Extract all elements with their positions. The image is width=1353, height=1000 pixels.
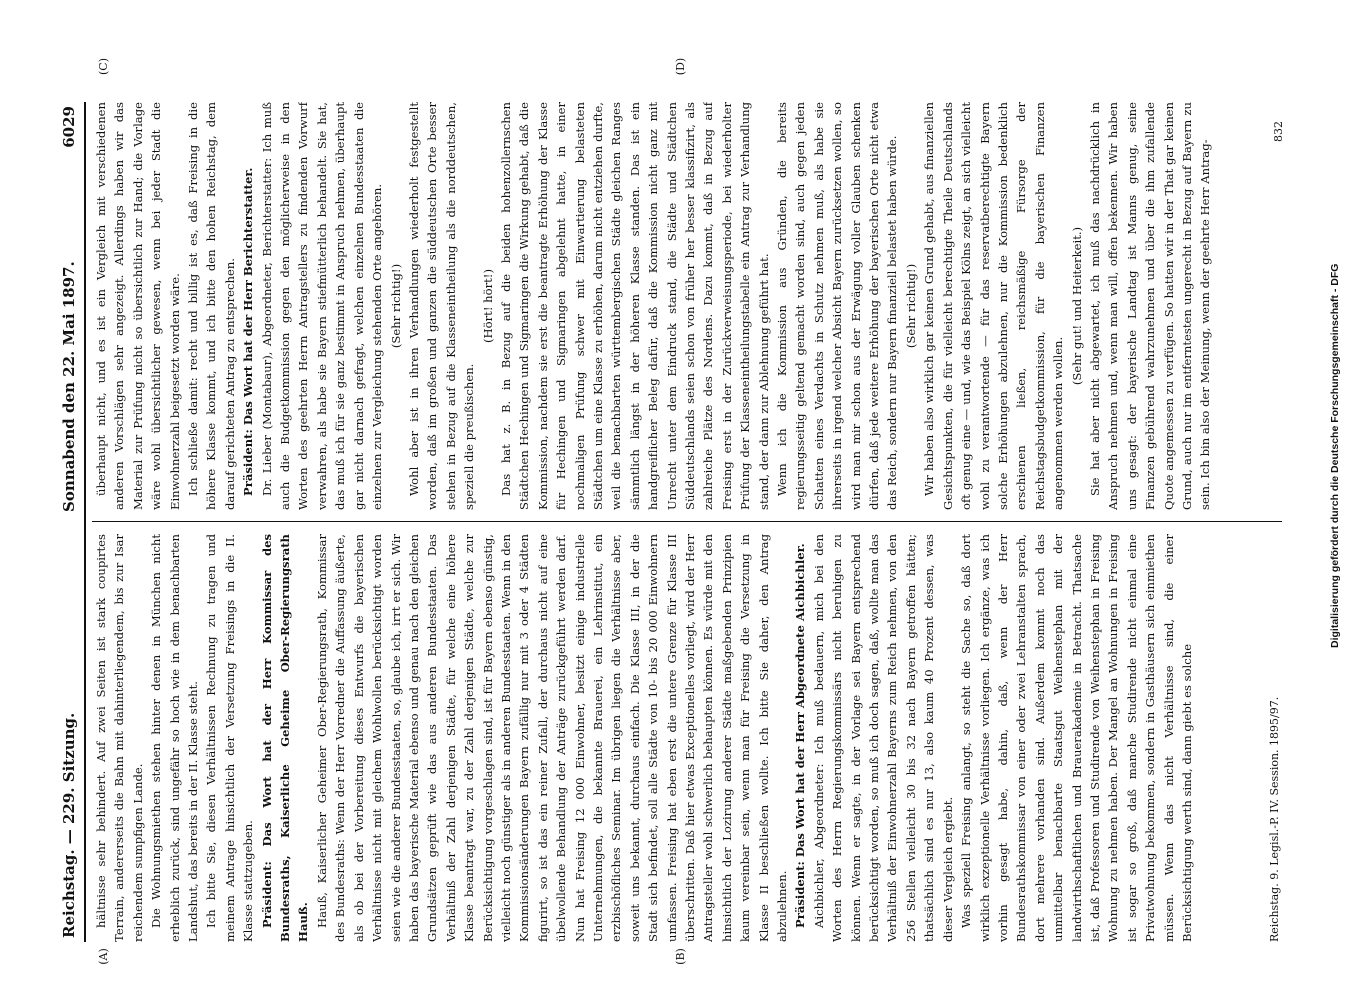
- paragraph: Ich schließe damit: recht und billig ist es, daß Freising in die höhere Klasse kommt, und ich bitte den hohen Reichstag, dem darauf gerichteten Antrag zu entsprechen.: [186, 102, 237, 510]
- page-wrapper: [58, 82, 1318, 942]
- paragraph: Präsident: Das Wort hat der Herr Abgeordnete Aichbichler.: [793, 543, 808, 928]
- column-divider: [92, 521, 1282, 522]
- paragraph: Wir haben also wirklich gar keinen Grund gehabt, aus finanziellen Gesichtspunkten, die für vielleicht berechtigte Theile Deutschlands oft genug eine — und, wie das Beispiel Kölns zeigt, an sich vielleicht wohl zu verantwortende — für das reservatberechtigte Bayern solche Erhöhungen abzulehnen, nur die Kommission bedenklich erschienen ließen, reichsmäßige Fürsorge der Reichstagsbudgetkommission, für die bayerischen Finanzen angenommen werden wollen.: [922, 102, 1066, 510]
- digitization-credit: [1327, 8, 1349, 648]
- interjection: (Sehr richtig!): [903, 263, 918, 349]
- right-column: [92, 102, 1282, 510]
- margin-mark-a: (A): [96, 948, 110, 965]
- margin-mark-d: (D): [674, 57, 688, 76]
- paragraph: Präsident: Das Wort hat der Herr Berichterstatter.: [241, 167, 256, 496]
- paragraph: Aichbichler, Abgeordneter: Ich muß bedauern, mich bei den Worten des Herrn Regierungskommissärs nicht beruhigen zu können. Wenn er sagte, in der Vorlage sei Bayern entsprechend berücksichtigt worden, so muß ich doch sagen, daß, wollte man das Verhältniß der Einwohnerzahl Bayerns zum Reich nehmen, von den 256 Stellen vielleicht 30 bis 32 nach Bayern getroffen hätten; thatsächlich sind es nur 13, also kaum 40 Prozent dessen, was dieser Vergleich ergiebt.: [811, 534, 955, 942]
- header-date: Sonnabend den 22. Mai 1897.: [60, 261, 78, 512]
- page-header: [58, 102, 86, 942]
- interjection: (Sehr richtig!): [388, 263, 403, 349]
- footer-source: Reichstag. 9. Legisl.-P. IV. Session. 1895/97.: [1268, 696, 1281, 942]
- paragraph: Hauß, Kaiserlicher Geheimer Ober-Regierungsrath, Kommissar des Bundesraths: Wenn der Herr Vorredner die Auffassung äußerte, als ob bei der Vorbereitung dieses Entwurfs die bayerischen Verhältnisse nicht mit gleichem Wohlwollen berücksichtigt worden seien wie die anderer Bundesstaaten, so, glaube ich, irrt er sich. Wir haben das bayerische Material ebenso und genau nach den gleichen Grundsätzen geprüft wie das aus anderen Bundesstaaten. Das Verhältniß der Zahl derjenigen Städte, für welche eine höhere Klasse beantragt war, zu der Zahl derjenigen Städte, welche zur Berücksichtigung vorgeschlagen sind, ist für Bayern ebenso günstig, vielleicht noch günstiger als in anderen Bundesstaaten. Wenn in den Kommissionsänderungen Bayern zufällig nur mit 3 oder 4 Städten figurirt, so ist das ein reiner Zufall, der durchaus nicht auf eine übelwollende Behandlung der Anträge zurückgeführt werden darf. Nun hat Freising 12 000 Einwohner, besitzt einige industrielle Unternehmungen, die bekannte Brauerei, ein Lehrinstitut, ein erzbischöfliches Seminar. Im übrigen liegen die Verhältnisse aber, soweit uns bekannt, durchaus einfach. Die Klasse III, in der die Stadt sich befindet, soll alle Städte von 10- bis 20 000 Einwohnern umfassen. Freising hat eben erst die untere Grenze für Klasse III überschritten. Daß hier etwas Exceptionelles vorliegt, wird der Herr Antragsteller wohl schwerlich behaupten können. Es würde mit den hinsichtlich der Lozirung anderer Städte maßgebenden Prinzipien kaum vereinbar sein, wenn man für Freising die Versetzung in Klasse II beschließen wollte. Ich bitte Sie daher, den Antrag abzulehnen.: [314, 534, 790, 942]
- paragraph: Dr. Lieber (Montabaur), Abgeordneter, Berichterstatter: Ich muß auch die Budgetkommission gegen den möglicherweise in den Worten des geehrten Herrn Antragstellers zu findenden Vorwurf verwahren, als habe sie Bayern stiefmütterlich behandelt. Sie hat, das muß ich für sie ganz bestimmt in Anspruch nehmen, überhaupt gar nicht darnach gefragt, welchen einzelnen Bundesstaaten die einzelnen zur Vergleichung stehenden Orte angehören.: [259, 102, 385, 510]
- margin-mark-b: (B): [673, 948, 687, 965]
- text-columns: [92, 102, 1282, 942]
- page-footer: [1268, 534, 1281, 942]
- paragraph: Das hat z. B. in Bezug auf die beiden hohenzollernschen Städtchen Hechingen und Sigmaringen die Wirkung gehabt, daß die Kommission, nachdem sie erst die beantragte Erhöhung der Klasse für Hechingen und Sigmaringen abgelehnt hatte, in einer nochmaligen Prüfung schwer mit Einwartierung belasteten Städtchen um eine Klasse zu erhöhen, darum nicht entziehen durfte, weil die benachbarten württembergischen Städte gleichen Ranges sämmtlich längst in der höheren Klasse standen. Das ist ein handgreiflicher Beleg dafür, daß die Kommission nicht ganz mit Unrecht unter dem Eindruck stand, die Städte und Städtchen Süddeutschlands seien schon von früher her besser klassifizirt, als zahlreiche Plätze des Nordens. Dazu kommt, daß in Bezug auf Freising erst in der Zurückverweisungsperiode, bei wiederholter Prüfung der Klasseneintheilungstabelle ein Antrag zur Verhandlung stand, der dann zur Ablehnung geführt hat.: [498, 102, 771, 510]
- interjection: (Sehr gut! und Heiterkeit.): [1069, 226, 1084, 386]
- left-column: [92, 534, 1282, 942]
- interjection: (Hört! hört!): [480, 269, 495, 343]
- margin-mark-c: (C): [97, 58, 110, 75]
- document-page: [58, 102, 1298, 942]
- paragraph: Ich bitte Sie, diesen Verhältnissen Rechnung zu tragen und meinem Antrage hinsichtlich der Versetzung Freisings in die II. Klasse stattzugeben.: [204, 534, 256, 942]
- paragraph: hältnisse sehr behindert. Auf zwei Seiten ist stark coupirtes Terrain, andererseits die Bahn mit dahinterliegendem, bis zur Isar reichendem sumpfigen Lande.: [94, 534, 145, 942]
- header-left: Reichstag. — 229. Sitzung.: [60, 712, 78, 938]
- signature-number: 832: [1272, 121, 1285, 142]
- paragraph: Sie hat aber nicht abgewartet, ich muß das nachdrücklich in Anspruch nehmen und, wenn man will, offen bekennen. Wir haben uns gesagt: der bayerische Landtag ist Manns genug, seine Finanzen gebührend wahrzunehmen und über die ihm zufallende Quote angemessen zu verfügen. So hatten wir in der That gar keinen Grund, auch nur im entferntesten ungerecht in Bezug auf Bayern zu sein. Ich bin also der Meinung, wenn der geehrte Herr Antrag-: [1087, 102, 1213, 510]
- page-number: 6029: [60, 106, 78, 148]
- paragraph: Die Wohnungsmiethen stehen hinter denen in München nicht erheblich zurück, sind ungefähr so hoch wie in dem benachbarten Landshut, das bereits in der II. Klasse steht.: [149, 534, 201, 942]
- paragraph: Wenn ich die Kommission aus Gründen, die bereits regierungsseitig geltend gemacht worden sind, auch gegen jeden Schatten eines Verdachts in Schutz nehmen muß, als habe sie ihrerseits in irgend welcher Absicht Bayern zurücksetzen wollen, so wird man mir schon aus der Erwägung voller Glauben schenken dürfen, daß jede weitere Erhöhung der bayerischen Orte nicht etwa das Reich, sondern nur Bayern finanziell belastet haben würde.: [775, 102, 900, 510]
- digitization-text: Digitalisierung gefördert durch die Deutsche Forschungsgemeinschaft - DFG: [1329, 263, 1341, 648]
- paragraph: überhaupt nicht, und es ist ein Vergleich mit verschiedenen anderen Vorschlägen sehr angezeigt. Allerdings haben wir das Material zur Prüfung nicht so übersichtlich zur Hand; die Vorlage wäre wohl übersichtlicher gewesen, wenn bei jeder Stadt die Einwohnerzahl beigesetzt worden wäre.: [94, 102, 182, 510]
- paragraph: Präsident: Das Wort hat der Herr Kommissar des Bundesraths, Kaiserliche Geheime Ober-Regierungsrath Hauß.: [259, 534, 311, 942]
- paragraph: Was speziell Freising anlangt, so steht die Sache so, daß dort wirklich exzeptionelle Verhältnisse vorliegen. Ich ergänze, was ich vorhin gesagt habe, dahin, daß, wenn der Herr Bundesrathskommissar von einer oder zwei Lehranstalten sprach, dort mehrere vorhanden sind. Außerdem kommt noch das unmittelbar benachbarte Staatsgut Weihenstephan mit der landwirthschaftlichen und Brauerakademie in Betracht. Thatsache ist, daß Professoren und Studirende von Weihenstephan in Freising Wohnung zu nehmen haben. Der Mangel an Wohnungen in Freising ist sogar so groß, daß manche Studirende nicht einmal eine Privatwohnung bekommen, sondern in Gasthäusern sich einmiethen müssen. Wenn das nicht Verhältnisse sind, die einer Berücksichtigung werth sind, dann giebt es solche: [959, 534, 1194, 942]
- paragraph: Wohl aber ist in ihren Verhandlungen wiederholt festgestellt worden, daß im großen und ganzen die süddeutschen Orte besser stehen in Bezug auf die Klasseneintheilung als die norddeutschen, speziell die preußischen.: [406, 102, 477, 510]
